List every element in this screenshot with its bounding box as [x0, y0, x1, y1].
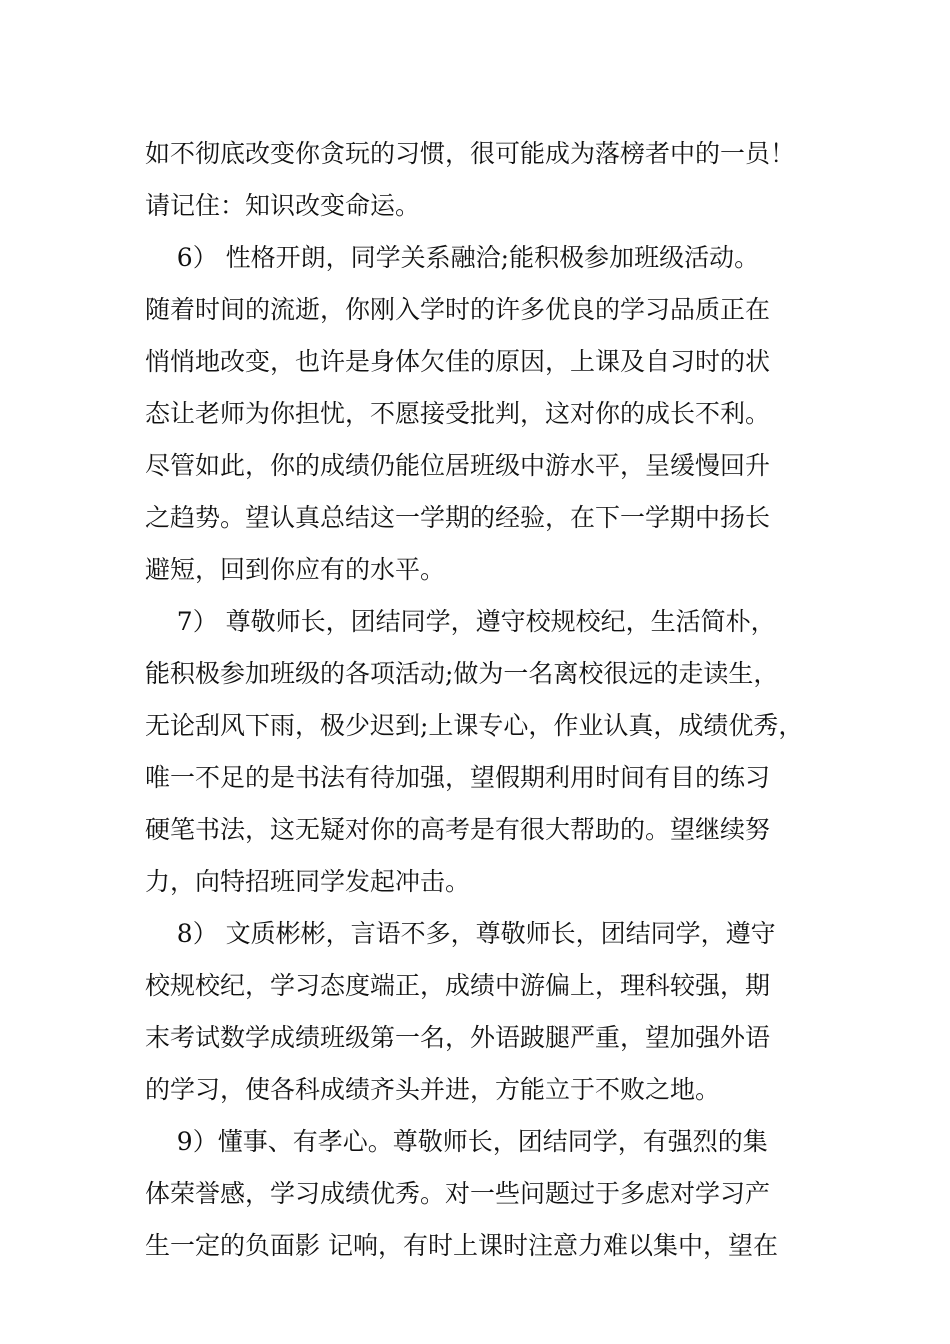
text-line: 如不彻底改变你贪玩的习惯，很可能成为落榜者中的一员！	[145, 139, 796, 168]
text-line: 避短，回到你应有的水平。	[145, 555, 446, 584]
paragraph-6-start: 6） 性格开朗，同学关系融洽;能积极参加班级活动。	[145, 243, 760, 272]
text-line: 力，向特招班同学发起冲击。	[145, 867, 471, 896]
text-line: 态让老师为你担忧，不愿接受批判，这对你的成长不利。	[145, 399, 771, 428]
paragraph-7-start: 7） 尊敬师长，团结同学，遵守校规校纪，生活简朴，	[145, 607, 776, 636]
paragraph-9-start: 9）懂事、有孝心。尊敬师长，团结同学，有强烈的集	[145, 1127, 768, 1156]
text-line: 之趋势。望认真总结这一学期的经验，在下一学期中扬长	[145, 503, 771, 532]
text-line: 随着时间的流逝，你刚入学时的许多优良的学习品质正在	[145, 295, 771, 324]
text-line: 尽管如此，你的成绩仍能位居班级中游水平，呈缓慢回升	[145, 451, 771, 480]
text-line: 校规校纪，学习态度端正，成绩中游偏上，理科较强，期	[145, 971, 771, 1000]
text-line: 末考试数学成绩班级第一名，外语跛腿严重，望加强外语	[145, 1023, 771, 1052]
document-body	[145, 128, 835, 1272]
text-line: 请记住：知识改变命运。	[145, 191, 421, 220]
text-line: 无论刮风下雨，极少迟到;上课专心，作业认真，成绩优秀，	[145, 711, 804, 740]
text-line: 体荣誉感，学习成绩优秀。对一些问题过于多虑对学习产	[145, 1179, 771, 1208]
text-line: 的学习，使各科成绩齐头并进，方能立于不败之地。	[145, 1075, 721, 1104]
paragraph-8-start: 8） 文质彬彬，言语不多，尊敬师长，团结同学，遵守	[145, 919, 776, 948]
text-line: 能积极参加班级的各项活动;做为一名离校很远的走读生，	[145, 659, 779, 688]
text-line: 唯一不足的是书法有待加强，望假期利用时间有目的练习	[145, 763, 771, 792]
text-line: 生一定的负面影 记响，有时上课时注意力难以集中，望在	[145, 1231, 778, 1260]
text-line: 悄悄地改变，也许是身体欠佳的原因，上课及自习时的状	[145, 347, 771, 376]
text-line: 硬笔书法，这无疑对你的高考是有很大帮助的。望继续努	[145, 815, 771, 844]
